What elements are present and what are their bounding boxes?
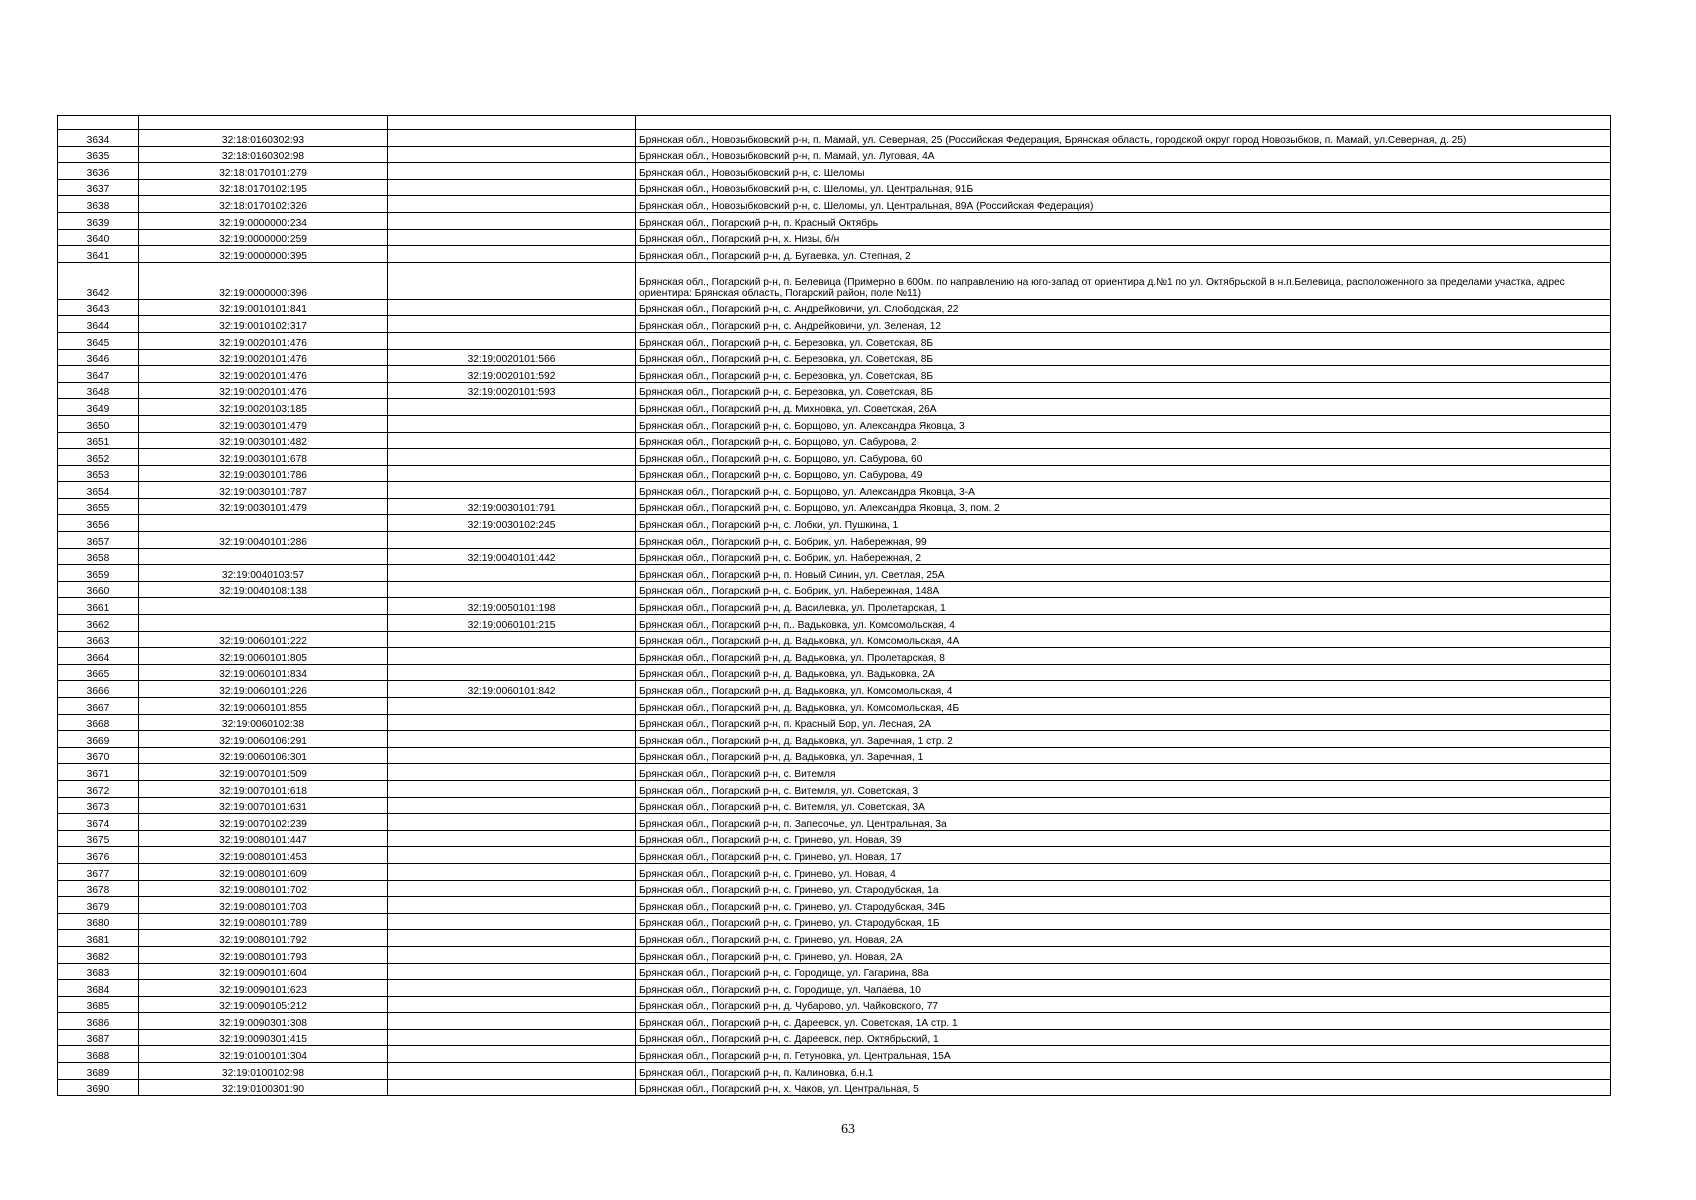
- row-number-cell: 3647: [58, 366, 139, 383]
- row-number-cell: 3659: [58, 565, 139, 582]
- related-cadastral-number-cell: [388, 146, 636, 163]
- related-cadastral-number-cell: [388, 246, 636, 263]
- row-number-cell: 3671: [58, 764, 139, 781]
- address-cell: Брянская обл., Погарский р-н, с. Березовка, ул. Советская, 8Б: [636, 366, 1611, 383]
- row-number-cell: 3638: [58, 196, 139, 213]
- table-row: [58, 1079, 1611, 1096]
- table-row: [58, 698, 1611, 715]
- related-cadastral-number-cell: [388, 897, 636, 914]
- table-row: [58, 631, 1611, 648]
- table-row: [58, 913, 1611, 930]
- address-cell: Брянская обл., Новозыбковский р-н, с. Шеломы: [636, 163, 1611, 180]
- related-cadastral-number-cell: [388, 714, 636, 731]
- related-cadastral-number-cell: [388, 482, 636, 499]
- related-cadastral-number-cell: [388, 830, 636, 847]
- row-number-cell: 3652: [58, 449, 139, 466]
- cadastral-number-cell: 32:18:0170101:279: [139, 163, 388, 180]
- table-row: [58, 548, 1611, 565]
- cadastral-number-cell: 32:19:0060101:805: [139, 648, 388, 665]
- related-cadastral-number-cell: [388, 316, 636, 333]
- address-cell: Брянская обл., Погарский р-н, д. Вадьковка, ул. Заречная, 1 стр. 2: [636, 731, 1611, 748]
- table-row: [58, 163, 1611, 180]
- table-row: [58, 482, 1611, 499]
- cadastral-number-cell: 32:19:0080101:453: [139, 847, 388, 864]
- cadastral-number-cell: 32:19:0090101:604: [139, 963, 388, 980]
- table-row: [58, 449, 1611, 466]
- table-row: [58, 382, 1611, 399]
- cadastral-number-cell: [139, 615, 388, 632]
- row-number-cell: 3661: [58, 598, 139, 615]
- address-cell: Брянская обл., Погарский р-н, п. Калиновка, б.н.1: [636, 1063, 1611, 1080]
- cadastral-number-cell: 32:19:0080101:793: [139, 946, 388, 963]
- cadastral-number-cell: 32:19:0030101:482: [139, 432, 388, 449]
- address-cell: Брянская обл., Погарский р-н, д. Михновка, ул. Советская, 26А: [636, 399, 1611, 416]
- address-cell: Брянская обл., Погарский р-н, с. Гринево, ул. Новая, 2А: [636, 930, 1611, 947]
- cadastral-number-cell: 32:19:0090301:308: [139, 1013, 388, 1030]
- cadastral-number-cell: 32:19:0030101:786: [139, 465, 388, 482]
- table-row: [58, 731, 1611, 748]
- cadastral-number-cell: 32:19:0080101:609: [139, 863, 388, 880]
- row-number-cell: 3641: [58, 246, 139, 263]
- related-cadastral-number-cell: [388, 196, 636, 213]
- table-row: [58, 847, 1611, 864]
- table-row: [58, 880, 1611, 897]
- related-cadastral-number-cell: [388, 847, 636, 864]
- address-cell: Брянская обл., Погарский р-н, с. Бобрик, ул. Набережная, 2: [636, 548, 1611, 565]
- table-row: [58, 797, 1611, 814]
- row-number-cell: 3649: [58, 399, 139, 416]
- table-row: [58, 316, 1611, 333]
- cadastral-number-cell: 32:19:0060101:222: [139, 631, 388, 648]
- cadastral-number-cell: 32:19:0090105:212: [139, 996, 388, 1013]
- spacer-cell: [388, 116, 636, 130]
- related-cadastral-number-cell: [388, 814, 636, 831]
- table-row: [58, 814, 1611, 831]
- table-row: [58, 179, 1611, 196]
- cadastral-number-cell: 32:19:0080101:447: [139, 830, 388, 847]
- address-cell: Брянская обл., Новозыбковский р-н, п. Мамай, ул. Северная, 25 (Российская Федерация, Брянская область, городской округ город Новозыбков, п. Мамай, ул.Северная, д. 25): [636, 130, 1611, 147]
- address-cell: Брянская обл., Погарский р-н, с. Дареевск, пер. Октябрьский, 1: [636, 1029, 1611, 1046]
- address-cell: Брянская обл., Погарский р-н, с. Березовка, ул. Советская, 8Б: [636, 332, 1611, 349]
- table-row: [58, 598, 1611, 615]
- cadastral-number-cell: 32:19:0060106:291: [139, 731, 388, 748]
- cadastral-number-cell: 32:19:0030101:479: [139, 498, 388, 515]
- row-number-cell: 3683: [58, 963, 139, 980]
- address-cell: Брянская обл., Погарский р-н, с. Гринево, ул. Стародубская, 1Б: [636, 913, 1611, 930]
- related-cadastral-number-cell: [388, 1029, 636, 1046]
- cadastral-number-cell: 32:19:0030101:479: [139, 415, 388, 432]
- row-number-cell: 3644: [58, 316, 139, 333]
- row-number-cell: 3684: [58, 980, 139, 997]
- address-cell: Брянская обл., Погарский р-н, д. Вадьковка, ул. Комсомольская, 4А: [636, 631, 1611, 648]
- address-cell: Брянская обл., Погарский р-н, с. Бобрик, ул. Набережная, 99: [636, 532, 1611, 549]
- table-row: [58, 196, 1611, 213]
- row-number-cell: 3640: [58, 229, 139, 246]
- table-row: [58, 1046, 1611, 1063]
- table-row: [58, 681, 1611, 698]
- address-cell: Брянская обл., Погарский р-н, с. Андрейковичи, ул. Слободская, 22: [636, 299, 1611, 316]
- cadastral-number-cell: 32:19:0040101:286: [139, 532, 388, 549]
- related-cadastral-number-cell: [388, 648, 636, 665]
- cadastral-number-cell: [139, 515, 388, 532]
- row-number-cell: 3636: [58, 163, 139, 180]
- row-number-cell: 3681: [58, 930, 139, 947]
- address-cell: Брянская обл., Погарский р-н, с. Борщово, ул. Сабурова, 2: [636, 432, 1611, 449]
- row-number-cell: 3635: [58, 146, 139, 163]
- related-cadastral-number-cell: [388, 229, 636, 246]
- table-row: [58, 615, 1611, 632]
- related-cadastral-number-cell: [388, 262, 636, 299]
- address-cell: Брянская обл., Погарский р-н, с. Гринево, ул. Стародубская, 34Б: [636, 897, 1611, 914]
- cadastral-number-cell: 32:19:0020103:185: [139, 399, 388, 416]
- related-cadastral-number-cell: [388, 399, 636, 416]
- related-cadastral-number-cell: 32:19:0030101:791: [388, 498, 636, 515]
- cadastral-number-cell: 32:19:0060101:226: [139, 681, 388, 698]
- address-cell: Брянская обл., Погарский р-н, д. Вадьковка, ул. Пролетарская, 8: [636, 648, 1611, 665]
- cadastral-number-cell: 32:18:0160302:93: [139, 130, 388, 147]
- table-row: [58, 565, 1611, 582]
- row-number-cell: 3645: [58, 332, 139, 349]
- related-cadastral-number-cell: [388, 1063, 636, 1080]
- related-cadastral-number-cell: [388, 930, 636, 947]
- cadastral-number-cell: [139, 598, 388, 615]
- cadastral-number-cell: 32:19:0070101:509: [139, 764, 388, 781]
- row-number-cell: 3637: [58, 179, 139, 196]
- related-cadastral-number-cell: [388, 880, 636, 897]
- cadastral-number-cell: 32:19:0070101:618: [139, 780, 388, 797]
- address-cell: Брянская обл., Погарский р-н, д. Вадьковка, ул. Заречная, 1: [636, 747, 1611, 764]
- cadastral-number-cell: 32:19:0040103:57: [139, 565, 388, 582]
- address-cell: Брянская обл., Погарский р-н, д. Бугаевка, ул. Степная, 2: [636, 246, 1611, 263]
- related-cadastral-number-cell: [388, 731, 636, 748]
- row-number-cell: 3662: [58, 615, 139, 632]
- cadastral-number-cell: 32:19:0040108:138: [139, 581, 388, 598]
- row-number-cell: 3648: [58, 382, 139, 399]
- cadastral-number-cell: 32:19:0080101:703: [139, 897, 388, 914]
- address-cell: Брянская обл., Погарский р-н, с. Дареевск, ул. Советская, 1А стр. 1: [636, 1013, 1611, 1030]
- address-cell: Брянская обл., Погарский р-н, с. Андрейковичи, ул. Зеленая, 12: [636, 316, 1611, 333]
- related-cadastral-number-cell: [388, 664, 636, 681]
- cadastral-number-cell: 32:19:0020101:476: [139, 366, 388, 383]
- row-number-cell: 3654: [58, 482, 139, 499]
- page-number: 63: [841, 1122, 855, 1137]
- cadastral-number-cell: 32:19:0070101:631: [139, 797, 388, 814]
- row-number-cell: 3663: [58, 631, 139, 648]
- cadastral-number-cell: 32:19:0080101:789: [139, 913, 388, 930]
- related-cadastral-number-cell: [388, 299, 636, 316]
- row-number-cell: 3677: [58, 863, 139, 880]
- address-cell: Брянская обл., Новозыбковский р-н, с. Шеломы, ул. Центральная, 91Б: [636, 179, 1611, 196]
- address-cell: Брянская обл., Погарский р-н, х. Низы, б/н: [636, 229, 1611, 246]
- row-number-cell: 3675: [58, 830, 139, 847]
- related-cadastral-number-cell: [388, 963, 636, 980]
- address-cell: Брянская обл., Погарский р-н, д. Вадьковка, ул. Комсомольская, 4: [636, 681, 1611, 698]
- table-row: [58, 366, 1611, 383]
- cadastral-number-cell: 32:19:0090301:415: [139, 1029, 388, 1046]
- related-cadastral-number-cell: [388, 130, 636, 147]
- related-cadastral-number-cell: [388, 764, 636, 781]
- related-cadastral-number-cell: [388, 332, 636, 349]
- table-row: [58, 212, 1611, 229]
- cadastral-number-cell: 32:19:0010101:841: [139, 299, 388, 316]
- address-cell: Брянская обл., Погарский р-н, с. Городище, ул. Чапаева, 10: [636, 980, 1611, 997]
- related-cadastral-number-cell: [388, 946, 636, 963]
- row-number-cell: 3657: [58, 532, 139, 549]
- table-row: [58, 262, 1611, 299]
- address-cell: Брянская обл., Погарский р-н, п. Красный Бор, ул. Лесная, 2А: [636, 714, 1611, 731]
- row-number-cell: 3673: [58, 797, 139, 814]
- spacer-cell: [58, 116, 139, 130]
- related-cadastral-number-cell: [388, 1013, 636, 1030]
- row-number-cell: 3682: [58, 946, 139, 963]
- table-row: [58, 415, 1611, 432]
- address-cell: Брянская обл., Погарский р-н, с. Борщово, ул. Сабурова, 60: [636, 449, 1611, 466]
- table-row: [58, 532, 1611, 549]
- related-cadastral-number-cell: [388, 996, 636, 1013]
- address-cell: Брянская обл., Погарский р-н, с. Витемля, ул. Советская, 3А: [636, 797, 1611, 814]
- cadastral-number-cell: 32:19:0060101:855: [139, 698, 388, 715]
- related-cadastral-number-cell: [388, 863, 636, 880]
- table-row: [58, 130, 1611, 147]
- related-cadastral-number-cell: [388, 1046, 636, 1063]
- row-number-cell: 3670: [58, 747, 139, 764]
- address-cell: Брянская обл., Погарский р-н, п.. Вадьковка, ул. Комсомольская, 4: [636, 615, 1611, 632]
- address-cell: Брянская обл., Погарский р-н, с. Гринево, ул. Новая, 4: [636, 863, 1611, 880]
- cadastral-number-cell: 32:19:0010102:317: [139, 316, 388, 333]
- row-number-cell: 3674: [58, 814, 139, 831]
- address-cell: Брянская обл., Погарский р-н, с. Борщово, ул. Александра Яковца, 3-А: [636, 482, 1611, 499]
- related-cadastral-number-cell: 32:19:0060101:215: [388, 615, 636, 632]
- related-cadastral-number-cell: [388, 780, 636, 797]
- table-row: [58, 780, 1611, 797]
- cadastral-number-cell: 32:19:0080101:792: [139, 930, 388, 947]
- address-cell: Брянская обл., Погарский р-н, с. Витемля, ул. Советская, 3: [636, 780, 1611, 797]
- cadastral-number-cell: 32:19:0020101:476: [139, 349, 388, 366]
- row-number-cell: 3634: [58, 130, 139, 147]
- table-row: [58, 747, 1611, 764]
- address-cell: Брянская обл., Погарский р-н, с. Гринево, ул. Новая, 39: [636, 830, 1611, 847]
- table-row: [58, 648, 1611, 665]
- related-cadastral-number-cell: 32:19:0030102:245: [388, 515, 636, 532]
- cadastral-number-cell: 32:19:0060102:38: [139, 714, 388, 731]
- row-number-cell: 3669: [58, 731, 139, 748]
- cadastral-number-cell: 32:19:0030101:678: [139, 449, 388, 466]
- table-row: [58, 299, 1611, 316]
- table-row: [58, 498, 1611, 515]
- related-cadastral-number-cell: [388, 465, 636, 482]
- cadastral-number-cell: 32:19:0080101:702: [139, 880, 388, 897]
- related-cadastral-number-cell: 32:19:0050101:198: [388, 598, 636, 615]
- related-cadastral-number-cell: [388, 980, 636, 997]
- spacer-cell: [139, 116, 388, 130]
- table-row: [58, 581, 1611, 598]
- related-cadastral-number-cell: [388, 212, 636, 229]
- cadastral-number-cell: 32:18:0170102:195: [139, 179, 388, 196]
- row-number-cell: 3655: [58, 498, 139, 515]
- address-cell: Брянская обл., Погарский р-н, с. Борщово, ул. Александра Яковца, 3, пом. 2: [636, 498, 1611, 515]
- address-cell: Брянская обл., Погарский р-н, п. Белевица (Примерно в 600м. по направлению на юго-запад от ориентира д.№1 по ул. Октябрьской в н.п.Белевица, расположенного за пределами участка, адрес ориентира: Брянская область, Погарский район, поле №11): [636, 262, 1611, 299]
- address-cell: Брянская обл., Погарский р-н, п. Красный Октябрь: [636, 212, 1611, 229]
- related-cadastral-number-cell: [388, 698, 636, 715]
- spacer-cell: [636, 116, 1611, 130]
- row-number-cell: 3660: [58, 581, 139, 598]
- table-spacer-row: [58, 116, 1611, 130]
- table-row: [58, 1013, 1611, 1030]
- row-number-cell: 3650: [58, 415, 139, 432]
- address-cell: Брянская обл., Погарский р-н, с. Витемля: [636, 764, 1611, 781]
- related-cadastral-number-cell: [388, 1079, 636, 1096]
- row-number-cell: 3642: [58, 262, 139, 299]
- address-cell: Брянская обл., Погарский р-н, с. Березовка, ул. Советская, 8Б: [636, 382, 1611, 399]
- row-number-cell: 3666: [58, 681, 139, 698]
- table-row: [58, 946, 1611, 963]
- row-number-cell: 3643: [58, 299, 139, 316]
- cadastral-number-cell: 32:19:0000000:234: [139, 212, 388, 229]
- row-number-cell: 3676: [58, 847, 139, 864]
- row-number-cell: 3687: [58, 1029, 139, 1046]
- cadastral-number-cell: 32:19:0030101:787: [139, 482, 388, 499]
- row-number-cell: 3689: [58, 1063, 139, 1080]
- related-cadastral-number-cell: 32:19:0020101:566: [388, 349, 636, 366]
- related-cadastral-number-cell: [388, 179, 636, 196]
- address-cell: Брянская обл., Погарский р-н, п. Запесочье, ул. Центральная, 3а: [636, 814, 1611, 831]
- row-number-cell: 3664: [58, 648, 139, 665]
- address-cell: Брянская обл., Погарский р-н, п. Новый Синин, ул. Светлая, 25А: [636, 565, 1611, 582]
- row-number-cell: 3680: [58, 913, 139, 930]
- related-cadastral-number-cell: [388, 581, 636, 598]
- row-number-cell: 3665: [58, 664, 139, 681]
- related-cadastral-number-cell: 32:19:0060101:842: [388, 681, 636, 698]
- address-cell: Брянская обл., Погарский р-н, д. Василевка, ул. Пролетарская, 1: [636, 598, 1611, 615]
- cadastral-number-cell: [139, 548, 388, 565]
- address-cell: Брянская обл., Погарский р-н, с. Городище, ул. Гагарина, 88а: [636, 963, 1611, 980]
- row-number-cell: 3685: [58, 996, 139, 1013]
- address-cell: Брянская обл., Погарский р-н, д. Вадьковка, ул. Комсомольская, 4Б: [636, 698, 1611, 715]
- cadastral-number-cell: 32:19:0020101:476: [139, 382, 388, 399]
- table-row: [58, 229, 1611, 246]
- address-cell: Брянская обл., Погарский р-н, с. Борщово, ул. Сабурова, 49: [636, 465, 1611, 482]
- table-row: [58, 399, 1611, 416]
- row-number-cell: 3658: [58, 548, 139, 565]
- property-register-table: [57, 115, 1611, 1096]
- row-number-cell: 3688: [58, 1046, 139, 1063]
- row-number-cell: 3668: [58, 714, 139, 731]
- cadastral-number-cell: 32:19:0000000:259: [139, 229, 388, 246]
- table-row: [58, 1063, 1611, 1080]
- row-number-cell: 3653: [58, 465, 139, 482]
- cadastral-number-cell: 32:18:0170102:326: [139, 196, 388, 213]
- table-row: [58, 980, 1611, 997]
- table-row: [58, 246, 1611, 263]
- table-row: [58, 1029, 1611, 1046]
- table-row: [58, 930, 1611, 947]
- register-table-body: [58, 116, 1611, 1096]
- table-row: [58, 830, 1611, 847]
- row-number-cell: 3656: [58, 515, 139, 532]
- address-cell: Брянская обл., Погарский р-н, с. Гринево, ул. Стародубская, 1а: [636, 880, 1611, 897]
- address-cell: Брянская обл., Погарский р-н, с. Гринево, ул. Новая, 2А: [636, 946, 1611, 963]
- cadastral-number-cell: 32:19:0100102:98: [139, 1063, 388, 1080]
- related-cadastral-number-cell: [388, 532, 636, 549]
- cadastral-number-cell: 32:19:0100301:90: [139, 1079, 388, 1096]
- row-number-cell: 3646: [58, 349, 139, 366]
- table-row: [58, 714, 1611, 731]
- cadastral-number-cell: 32:19:0100101:304: [139, 1046, 388, 1063]
- address-cell: Брянская обл., Погарский р-н, с. Гринево, ул. Новая, 17: [636, 847, 1611, 864]
- table-row: [58, 897, 1611, 914]
- related-cadastral-number-cell: [388, 631, 636, 648]
- row-number-cell: 3672: [58, 780, 139, 797]
- table-row: [58, 432, 1611, 449]
- row-number-cell: 3651: [58, 432, 139, 449]
- table-row: [58, 332, 1611, 349]
- row-number-cell: 3639: [58, 212, 139, 229]
- related-cadastral-number-cell: 32:19:0020101:593: [388, 382, 636, 399]
- row-number-cell: 3679: [58, 897, 139, 914]
- cadastral-number-cell: 32:19:0060106:301: [139, 747, 388, 764]
- related-cadastral-number-cell: [388, 565, 636, 582]
- related-cadastral-number-cell: 32:19:0040101:442: [388, 548, 636, 565]
- related-cadastral-number-cell: [388, 415, 636, 432]
- table-row: [58, 963, 1611, 980]
- cadastral-number-cell: 32:18:0160302:98: [139, 146, 388, 163]
- cadastral-number-cell: 32:19:0060101:834: [139, 664, 388, 681]
- table-row: [58, 996, 1611, 1013]
- cadastral-number-cell: 32:19:0000000:396: [139, 262, 388, 299]
- related-cadastral-number-cell: [388, 913, 636, 930]
- related-cadastral-number-cell: [388, 797, 636, 814]
- related-cadastral-number-cell: [388, 449, 636, 466]
- address-cell: Брянская обл., Погарский р-н, х. Чаков, ул. Центральная, 5: [636, 1079, 1611, 1096]
- address-cell: Брянская обл., Погарский р-н, п. Гетуновка, ул. Центральная, 15А: [636, 1046, 1611, 1063]
- address-cell: Брянская обл., Новозыбковский р-н, п. Мамай, ул. Луговая, 4А: [636, 146, 1611, 163]
- address-cell: Брянская обл., Погарский р-н, с. Березовка, ул. Советская, 8Б: [636, 349, 1611, 366]
- cadastral-number-cell: 32:19:0070102:239: [139, 814, 388, 831]
- address-cell: Брянская обл., Погарский р-н, с. Бобрик, ул. Набережная, 148А: [636, 581, 1611, 598]
- table-row: [58, 863, 1611, 880]
- address-cell: Брянская обл., Погарский р-н, с. Лобки, ул. Пушкина, 1: [636, 515, 1611, 532]
- row-number-cell: 3690: [58, 1079, 139, 1096]
- address-cell: Брянская обл., Погарский р-н, д. Вадьковка, ул. Вадьковка, 2А: [636, 664, 1611, 681]
- row-number-cell: 3667: [58, 698, 139, 715]
- address-cell: Брянская обл., Погарский р-н, д. Чубарово, ул. Чайковского, 77: [636, 996, 1611, 1013]
- cadastral-number-cell: 32:19:0020101:476: [139, 332, 388, 349]
- table-row: [58, 349, 1611, 366]
- related-cadastral-number-cell: [388, 163, 636, 180]
- cadastral-number-cell: 32:19:0000000:395: [139, 246, 388, 263]
- address-cell: Брянская обл., Новозыбковский р-н, с. Шеломы, ул. Центральная, 89А (Российская Федерация): [636, 196, 1611, 213]
- row-number-cell: 3686: [58, 1013, 139, 1030]
- cadastral-number-cell: 32:19:0090101:623: [139, 980, 388, 997]
- related-cadastral-number-cell: [388, 432, 636, 449]
- related-cadastral-number-cell: 32:19:0020101:592: [388, 366, 636, 383]
- table-row: [58, 764, 1611, 781]
- table-row: [58, 515, 1611, 532]
- table-row: [58, 465, 1611, 482]
- address-cell: Брянская обл., Погарский р-н, с. Борщово, ул. Александра Яковца, 3: [636, 415, 1611, 432]
- related-cadastral-number-cell: [388, 747, 636, 764]
- table-row: [58, 146, 1611, 163]
- table-row: [58, 664, 1611, 681]
- row-number-cell: 3678: [58, 880, 139, 897]
